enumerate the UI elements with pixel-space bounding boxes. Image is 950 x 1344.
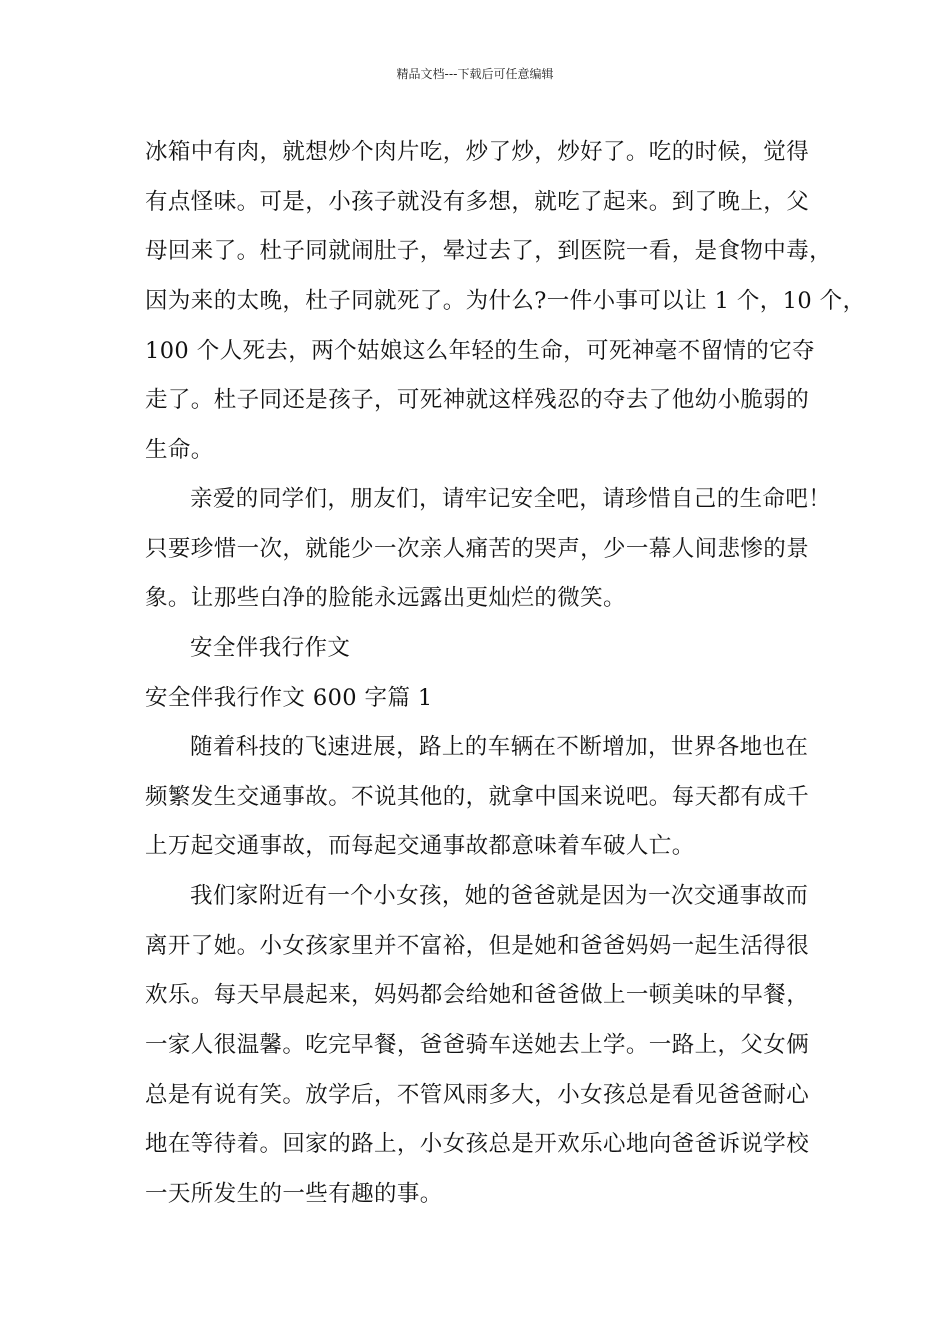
section-heading: 安全伴我行作文 (190, 635, 351, 661)
paragraph-first-line: 亲爱的同学们，朋友们，请牢记安全吧，请珍惜自己的生命吧！ (190, 486, 832, 512)
text-line: 上万起交通事故，而每起交通事故都意味着车破人亡。 (145, 833, 695, 859)
text-line: 100 个人死去，两个姑娘这么年轻的生命，可死神毫不留情的它夺 (145, 338, 815, 364)
text-line: 离开了她。小女孩家里并不富裕，但是她和爸爸妈妈一起生活得很 (145, 933, 810, 959)
text-line: 一天所发生的一些有趣的事。 (145, 1181, 443, 1207)
text-line: 冰箱中有肉，就想炒个肉片吃，炒了炒，炒好了。吃的时候，觉得 (145, 139, 810, 165)
paragraph-first-line: 随着科技的飞速进展，路上的车辆在不断增加，世界各地也在 (190, 734, 809, 760)
page-header: 精品文档---下载后可任意编辑 (396, 67, 554, 81)
text-line: 频繁发生交通事故。不说其他的，就拿中国来说吧。每天都有成千 (145, 784, 810, 810)
text-line: 地在等待着。回家的路上，小女孩总是开欢乐心地向爸爸诉说学校 (145, 1131, 810, 1157)
text-line: 一家人很温馨。吃完早餐，爸爸骑车送她去上学。一路上，父女俩 (145, 1032, 810, 1058)
paragraph-first-line: 我们家附近有一个小女孩，她的爸爸就是因为一次交通事故而 (190, 883, 809, 909)
text-line: 只要珍惜一次，就能少一次亲人痛苦的哭声，少一幕人间悲惨的景 (145, 536, 810, 562)
text-line: 象。让那些白净的脸能永远露出更灿烂的微笑。 (145, 585, 626, 611)
text-line: 母回来了。杜子同就闹肚子，晕过去了，到医院一看，是食物中毒， (145, 238, 833, 264)
text-line: 因为来的太晚，杜子同就死了。为什么?一件小事可以让 1 个，10 个， (145, 288, 866, 314)
text-line: 走了。杜子同还是孩子，可死神就这样残忍的夺去了他幼小脆弱的 (145, 387, 810, 413)
text-line: 总是有说有笑。放学后，不管风雨多大，小女孩总是看见爸爸耐心 (145, 1082, 810, 1108)
text-line: 生命。 (145, 437, 214, 463)
text-line: 有点怪味。可是，小孩子就没有多想，就吃了起来。到了晚上，父 (145, 189, 810, 215)
text-line: 欢乐。每天早晨起来，妈妈都会给她和爸爸做上一顿美味的早餐， (145, 982, 810, 1008)
article-title: 安全伴我行作文 600 字篇 1 (145, 685, 433, 711)
